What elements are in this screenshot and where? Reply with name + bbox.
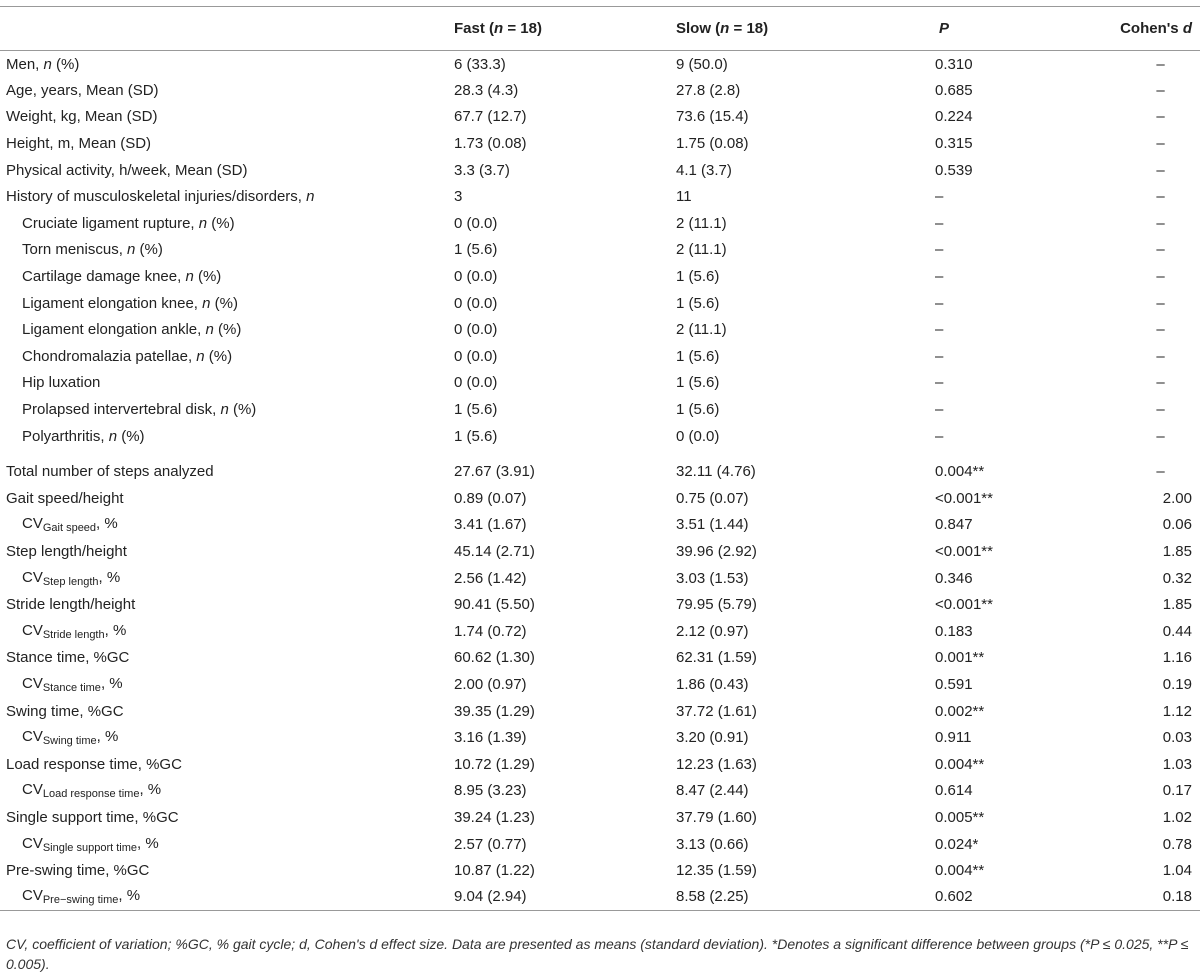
cell-cohens-d: 0.18 (1051, 884, 1200, 911)
cell-cohens-d: 1.04 (1162, 862, 1192, 880)
table-row (0, 512, 1200, 539)
cell-fast: 0 (0.0) (454, 347, 498, 365)
row-label-suffix: , % (98, 568, 121, 586)
row-label (0, 104, 448, 131)
header-p-label: P (939, 20, 950, 37)
cell-cohens-d: – (1156, 161, 1165, 179)
cell-slow: 1 (5.6) (676, 268, 720, 286)
row-label-subscript: Load response time (42, 788, 140, 801)
cell-slow: 37.79 (1.60) (676, 808, 757, 826)
cell-p: – (935, 294, 944, 312)
table-row (0, 77, 1200, 104)
row-label-suffix: (%) (213, 321, 242, 339)
row-label (0, 343, 448, 370)
table-row (0, 183, 1200, 210)
cell-p: 0.002** (935, 702, 985, 720)
cell-fast: 3.3 (3.7) (454, 161, 510, 179)
section-spacer (0, 449, 1200, 458)
row-label-subscript: Swing time (42, 735, 97, 748)
cell-slow: 3.13 (0.66) (676, 835, 749, 853)
row-label-text: Prolapsed intervertebral disk, (22, 401, 221, 419)
cell-cohens-d: 0.06 (1162, 516, 1192, 534)
cell-slow: 3.20 (0.91) (676, 729, 749, 747)
row-label-italic: n (202, 294, 211, 312)
row-label-text: Swing time, %GC (6, 702, 124, 720)
cell-p: – (935, 188, 944, 206)
header-row (0, 7, 1200, 51)
cell-fast: 28.3 (4.3) (454, 81, 519, 99)
row-label-text: CV (22, 568, 43, 586)
cell-fast: 0.89 (0.07) (454, 489, 527, 507)
cell-cohens-d: – (1156, 108, 1165, 126)
table-row (0, 538, 1200, 565)
cell-slow: 1 (5.6) (676, 347, 720, 365)
row-label-text: Cruciate ligament rupture, (22, 214, 199, 232)
cell-fast: 6 (33.3) (454, 55, 506, 73)
header-p (917, 7, 1051, 51)
row-label-italic: n (220, 401, 229, 419)
cell-cohens-d: 0.44 (1162, 622, 1192, 640)
table-row (0, 778, 1200, 805)
cell-cohens-d: 1.12 (1162, 702, 1192, 720)
row-label-subscript: Step length (42, 575, 99, 588)
cell-p: – (935, 241, 944, 259)
row-label-text: Age, years, Mean (SD) (6, 81, 159, 99)
cell-cohens-d: – (1156, 463, 1165, 481)
results-table (0, 6, 1200, 911)
table-row (0, 343, 1200, 370)
table-row (0, 370, 1200, 397)
row-label-text: History of musculoskeletal injuries/disorders, (6, 188, 307, 206)
row-label (0, 751, 448, 778)
cell-p: 0.004** (935, 862, 985, 880)
header-cohens-d (1051, 7, 1200, 51)
cell-cohens-d: – (1156, 188, 1165, 206)
table-row (0, 618, 1200, 645)
header-slow-label: Slow ( (676, 20, 721, 37)
cell-slow: 62.31 (1.59) (676, 649, 757, 667)
row-label-text: CV (22, 621, 43, 639)
cell-p: 0.004** (935, 463, 985, 481)
spacer-cell (0, 449, 1200, 458)
cell-p: – (935, 321, 944, 339)
table-row (0, 130, 1200, 157)
cell-cohens-d: – (1156, 55, 1165, 73)
header-fast-count: = 18) (503, 20, 542, 37)
row-label (0, 565, 448, 592)
row-label-text: Step length/height (6, 542, 127, 560)
row-label-italic: n (306, 188, 315, 206)
cell-p: 0.685 (935, 81, 973, 99)
table-header (0, 7, 1200, 51)
cell-fast: 10.87 (1.22) (454, 862, 535, 880)
cell-cohens-d: 1.03 (1162, 755, 1192, 773)
row-label-suffix: , % (118, 887, 141, 905)
table-row (0, 396, 1200, 423)
cell-slow: 1 (5.6) (676, 401, 720, 419)
row-label (0, 671, 448, 698)
row-label (0, 183, 448, 210)
cell-fast: 8.95 (3.23) (454, 782, 527, 800)
row-label (0, 423, 448, 450)
row-label-text: Height, m, Mean (SD) (6, 135, 152, 153)
cell-cohens-d: 2.00 (1162, 489, 1192, 507)
table-row (0, 316, 1200, 343)
cell-slow: 39.96 (2.92) (676, 542, 757, 560)
row-label (0, 512, 448, 539)
table-row (0, 671, 1200, 698)
cell-cohens-d: 1.16 (1162, 649, 1192, 667)
cell-slow: 2 (11.1) (676, 321, 727, 339)
cell-slow: 32.11 (4.76) (676, 463, 756, 481)
cell-cohens-d: 0.78 (1162, 835, 1192, 853)
row-label-text: Total number of steps analyzed (6, 463, 214, 481)
row-label-suffix: (%) (228, 401, 257, 419)
row-label (0, 485, 448, 512)
cell-slow: 3.51 (1.44) (676, 516, 749, 534)
cell-p: 0.224 (935, 108, 973, 126)
table-row (0, 237, 1200, 264)
cell-p: 0.346 (935, 569, 973, 587)
row-label-text: Cartilage damage knee, (22, 268, 186, 286)
cell-slow: 8.47 (2.44) (676, 782, 749, 800)
cell-cohens-d: 0.19 (1162, 675, 1192, 693)
row-label-text: Polyarthritis, (22, 427, 109, 445)
row-label-text: Physical activity, h/week, Mean (SD) (6, 161, 248, 179)
cell-fast: 1 (5.6) (454, 241, 498, 259)
row-label (0, 538, 448, 565)
cell-slow: 12.35 (1.59) (676, 862, 757, 880)
row-label-suffix: (%) (204, 347, 233, 365)
cell-fast: 0 (0.0) (454, 268, 498, 286)
header-fast-label: Fast ( (454, 20, 495, 37)
row-label-text: Pre-swing time, %GC (6, 862, 150, 880)
header-slow-count: = 18) (729, 20, 769, 37)
row-label-text: Stance time, %GC (6, 649, 130, 667)
row-label-italic: n (185, 268, 194, 286)
table-row (0, 458, 1200, 485)
cell-p: 0.847 (935, 516, 973, 534)
cell-slow: 3.03 (1.53) (676, 569, 749, 587)
cell-p: – (935, 401, 944, 419)
row-label (0, 618, 448, 645)
row-label (0, 130, 448, 157)
row-label (0, 645, 448, 672)
row-label-italic: n (127, 241, 136, 259)
row-label-text: CV (22, 834, 43, 852)
cell-p: – (935, 347, 944, 365)
row-label-text: Ligament elongation knee, (22, 294, 203, 312)
row-label-subscript: Pre−swing time (42, 894, 119, 907)
cell-slow: 1 (5.6) (676, 374, 720, 392)
cell-fast: 1.74 (0.72) (454, 622, 527, 640)
table-row (0, 210, 1200, 237)
row-label (0, 884, 448, 911)
row-label-italic: n (196, 347, 205, 365)
row-label (0, 804, 448, 831)
table-row (0, 565, 1200, 592)
table-body (0, 51, 1200, 911)
row-label (0, 724, 448, 751)
row-label-suffix: (%) (193, 268, 222, 286)
row-label-text: Gait speed/height (6, 489, 124, 507)
cell-fast: 27.67 (3.91) (454, 463, 535, 481)
cell-slow: 1.86 (0.43) (676, 675, 749, 693)
cell-fast: 0 (0.0) (454, 374, 498, 392)
row-label-text: Load response time, %GC (6, 755, 182, 773)
cell-slow: 9 (50.0) (676, 55, 728, 73)
row-label-suffix: (%) (135, 241, 163, 259)
header-slow (670, 7, 917, 51)
row-label-text: CV (22, 515, 43, 533)
cell-slow: 73.6 (15.4) (676, 108, 749, 126)
cell-p: <0.001** (935, 542, 993, 560)
cell-cohens-d: – (1156, 427, 1165, 445)
cell-fast: 0 (0.0) (454, 214, 498, 232)
cell-cohens-d: 0.03 (1162, 729, 1192, 747)
row-label-suffix: , % (104, 621, 127, 639)
cell-cohens-d: – (1156, 241, 1165, 259)
cell-p: 0.602 (917, 884, 1051, 911)
table-row (0, 751, 1200, 778)
row-label-suffix: , % (100, 674, 123, 692)
row-label-text: Torn meniscus, (22, 241, 128, 259)
cell-cohens-d: – (1156, 347, 1165, 365)
row-label-suffix: (%) (51, 55, 80, 73)
cell-slow: 2 (11.1) (676, 214, 727, 232)
cell-p: 0.315 (935, 135, 973, 153)
row-label-suffix: (%) (210, 294, 238, 312)
cell-fast: 60.62 (1.30) (454, 649, 535, 667)
cell-slow: 2 (11.1) (676, 241, 727, 259)
row-label (0, 458, 448, 485)
cell-fast: 3 (454, 188, 463, 206)
cell-fast: 39.35 (1.29) (454, 702, 535, 720)
table-row (0, 884, 1200, 911)
table-row (0, 831, 1200, 858)
cell-fast: 67.7 (12.7) (454, 108, 527, 126)
cell-cohens-d: – (1156, 81, 1165, 99)
row-label-italic: n (108, 427, 118, 445)
table-row (0, 290, 1200, 317)
row-label (0, 831, 448, 858)
header-cohen-d: d (1182, 20, 1192, 37)
cell-p: 0.024* (935, 835, 979, 853)
row-label-text: CV (22, 728, 43, 746)
row-label-text: Single support time, %GC (6, 808, 179, 826)
table-row (0, 857, 1200, 884)
row-label (0, 316, 448, 343)
cell-fast: 39.24 (1.23) (454, 808, 535, 826)
table-row (0, 724, 1200, 751)
table-row (0, 485, 1200, 512)
row-label-subscript: Stride length (42, 628, 105, 641)
cell-fast: 3.41 (1.67) (454, 516, 527, 534)
cell-p: 0.614 (935, 782, 973, 800)
cell-fast: 90.41 (5.50) (454, 596, 535, 614)
cell-slow: 0 (0.0) (676, 427, 720, 445)
cell-cohens-d: – (1156, 214, 1165, 232)
cell-cohens-d: 0.32 (1162, 569, 1192, 587)
table-row (0, 104, 1200, 131)
cell-cohens-d: 1.85 (1162, 542, 1192, 560)
cell-cohens-d: – (1156, 135, 1165, 153)
row-label (0, 263, 448, 290)
cell-p: 0.004** (935, 755, 985, 773)
row-label (0, 857, 448, 884)
row-label-suffix: (%) (117, 427, 145, 445)
cell-cohens-d: 1.85 (1162, 596, 1192, 614)
cell-fast: 1 (5.6) (454, 427, 498, 445)
cell-p: 0.591 (935, 675, 973, 693)
row-label-text: Hip luxation (22, 374, 101, 392)
row-label-text: Men, (6, 55, 44, 73)
cell-slow: 8.58 (2.25) (670, 884, 917, 911)
cell-cohens-d: – (1156, 321, 1165, 339)
row-label-subscript: Gait speed (42, 522, 97, 535)
cell-p: – (935, 427, 944, 445)
row-label-text: Chondromalazia patellae, (22, 347, 197, 365)
cell-slow: 4.1 (3.7) (676, 161, 732, 179)
cell-fast: 0 (0.0) (454, 321, 498, 339)
row-label (0, 51, 448, 78)
row-label-text: CV (22, 887, 43, 905)
row-label (0, 290, 448, 317)
row-label-suffix: (%) (207, 214, 235, 232)
cell-p: 0.539 (935, 161, 973, 179)
row-label (0, 698, 448, 725)
cell-fast: 2.57 (0.77) (454, 835, 527, 853)
cell-p: <0.001** (935, 489, 993, 507)
header-slow-n: n (720, 20, 730, 37)
cell-p: – (935, 374, 944, 392)
cell-p: <0.001** (935, 596, 993, 614)
cell-p: 0.001** (935, 649, 985, 667)
row-label-suffix: , % (139, 781, 162, 799)
cell-slow: 37.72 (1.61) (676, 702, 757, 720)
row-label (0, 396, 448, 423)
row-label-italic: n (205, 321, 214, 339)
cell-fast: 9.04 (2.94) (448, 884, 670, 911)
row-label-suffix: , % (96, 728, 119, 746)
row-label (0, 77, 448, 104)
cell-p: 0.183 (935, 622, 973, 640)
cell-p: 0.310 (935, 55, 973, 73)
table-footnote: CV, coefficient of variation; %GC, % gait cycle; d, Cohen's d effect size. Data are presented as means (standard deviation). *Denotes a significant difference between groups (*P ≤ 0.025, **P ≤ 0.005). (6, 936, 1189, 972)
cell-fast: 0 (0.0) (454, 294, 498, 312)
row-label-italic: n (198, 214, 208, 232)
row-label (0, 370, 448, 397)
header-fast-n: n (494, 20, 504, 37)
row-label-suffix: , % (96, 515, 118, 533)
row-label-text: Stride length/height (6, 596, 136, 614)
row-label-text: CV (22, 781, 43, 799)
table-row (0, 804, 1200, 831)
cell-fast: 2.00 (0.97) (454, 675, 527, 693)
row-label-subscript: Stance time (42, 681, 101, 694)
header-cohen-label: Cohen's (1120, 20, 1183, 37)
table-row (0, 698, 1200, 725)
row-label (0, 591, 448, 618)
cell-slow: 11 (676, 188, 692, 206)
row-label-text: Ligament elongation ankle, (22, 321, 206, 339)
table-row (0, 157, 1200, 184)
cell-cohens-d: 0.17 (1162, 782, 1192, 800)
row-label (0, 210, 448, 237)
table-row (0, 645, 1200, 672)
cell-slow: 12.23 (1.63) (676, 755, 757, 773)
cell-slow: 27.8 (2.8) (676, 81, 741, 99)
cell-cohens-d: – (1156, 268, 1165, 286)
row-label-subscript: Single support time (42, 841, 138, 854)
cell-cohens-d: – (1156, 294, 1165, 312)
cell-p: 0.005** (935, 808, 985, 826)
row-label-text: CV (22, 674, 43, 692)
table-row (0, 423, 1200, 450)
cell-fast: 2.56 (1.42) (454, 569, 527, 587)
row-label (0, 157, 448, 184)
cell-slow: 1 (5.6) (676, 294, 720, 312)
row-label-suffix: , % (137, 834, 159, 852)
cell-p: – (935, 214, 944, 232)
cell-slow: 0.75 (0.07) (676, 489, 749, 507)
cell-p: – (935, 268, 944, 286)
row-label-text: Weight, kg, Mean (SD) (6, 108, 158, 126)
header-variable (0, 7, 448, 51)
cell-fast: 1 (5.6) (454, 401, 498, 419)
cell-cohens-d: – (1156, 401, 1165, 419)
cell-p: 0.911 (935, 729, 972, 747)
row-label (0, 778, 448, 805)
cell-slow: 79.95 (5.79) (676, 596, 757, 614)
table-row (0, 591, 1200, 618)
cell-fast: 1.73 (0.08) (454, 135, 527, 153)
cell-fast: 3.16 (1.39) (454, 729, 527, 747)
row-label (0, 237, 448, 264)
cell-cohens-d: 1.02 (1162, 808, 1192, 826)
cell-fast: 45.14 (2.71) (454, 542, 535, 560)
row-label-italic: n (43, 55, 52, 73)
cell-slow: 2.12 (0.97) (676, 622, 749, 640)
table-row (0, 51, 1200, 78)
cell-slow: 1.75 (0.08) (676, 135, 749, 153)
cell-fast: 10.72 (1.29) (454, 755, 535, 773)
header-fast (448, 7, 670, 51)
cell-cohens-d: – (1156, 374, 1165, 392)
table-row (0, 263, 1200, 290)
